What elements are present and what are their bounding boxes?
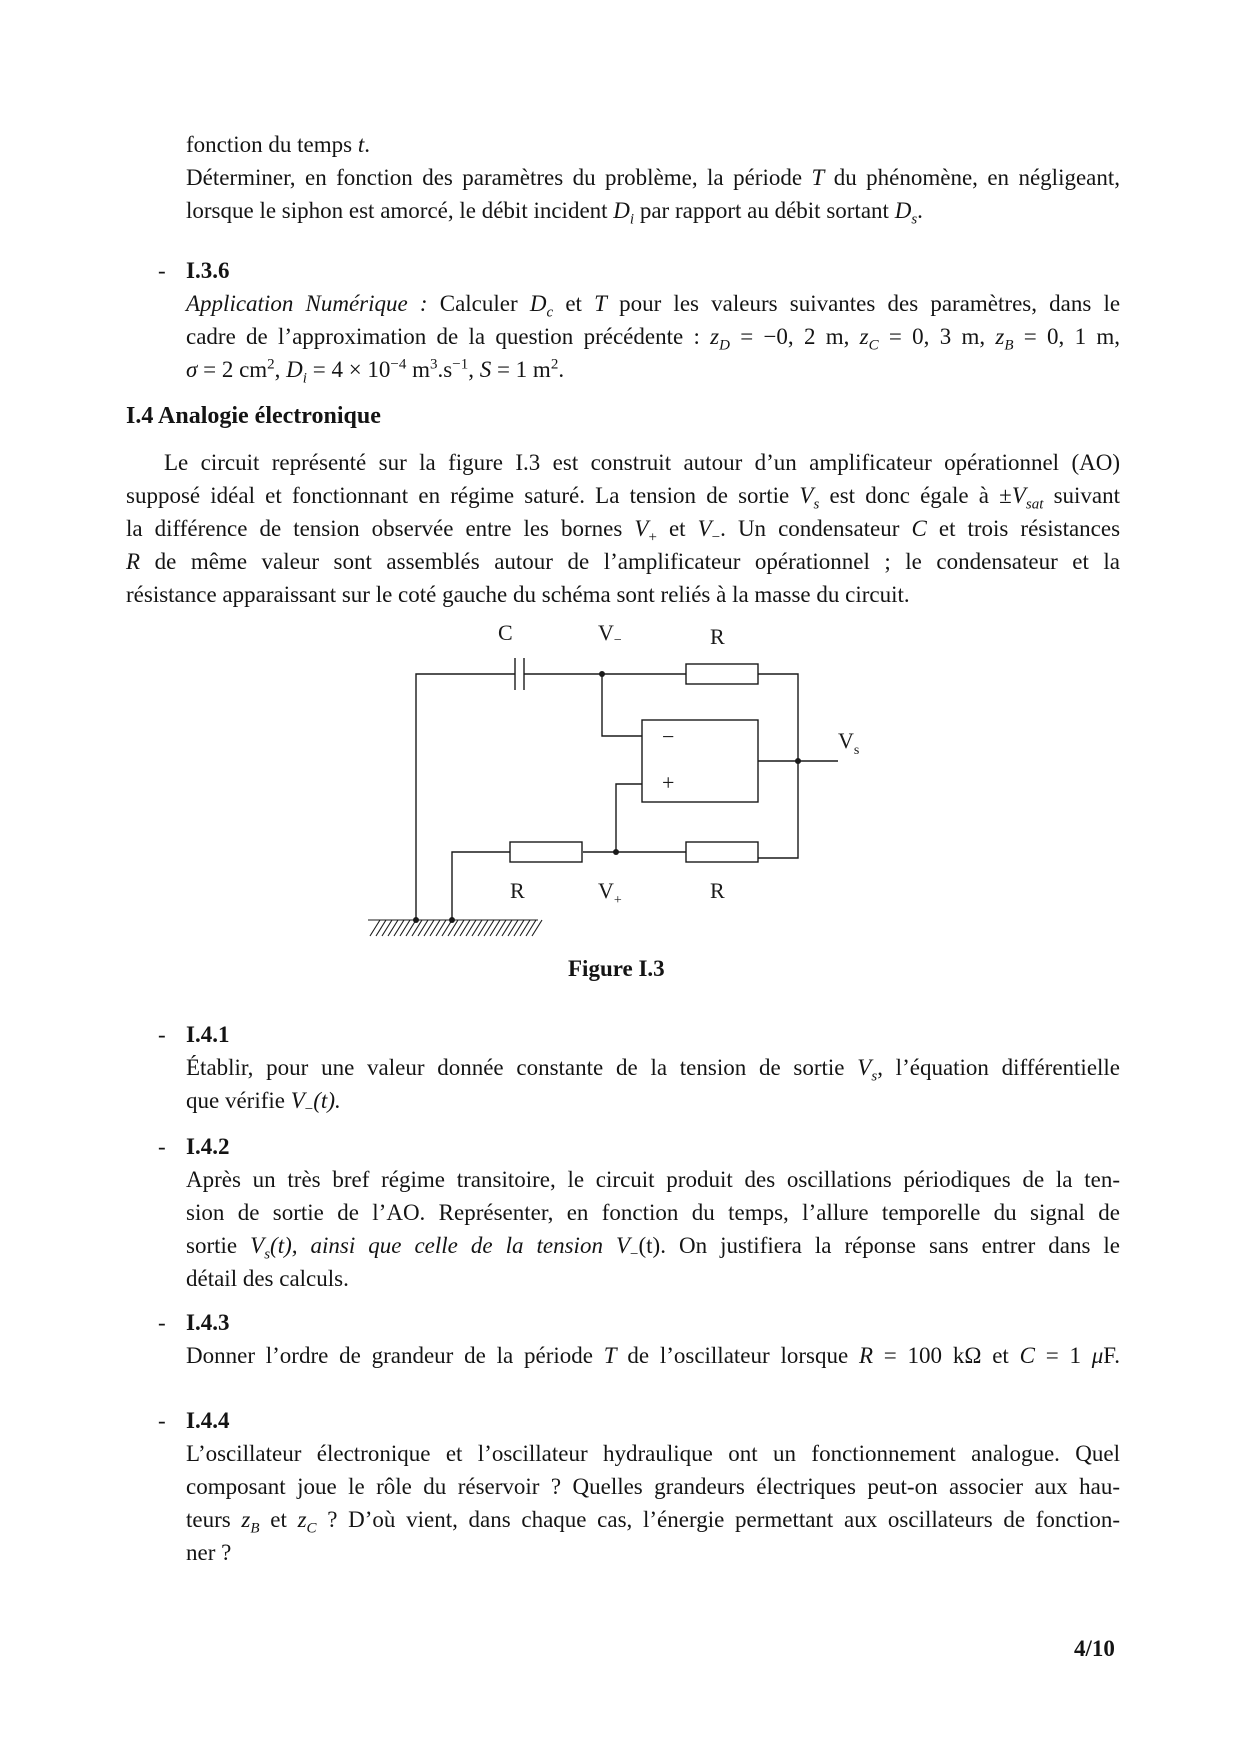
q142-line-3: sortie $V_s(t)$, ainsi que celle de la tension $V_-(t)$. On justifiera la réponse sans entrer dans le bbox=[186, 1233, 1121, 1263]
para-line-5: résistance apparaissant sur le coté gauche du schéma sont reliés à la masse du circuit. bbox=[126, 582, 910, 607]
ground-hatch bbox=[478, 920, 488, 936]
ground-hatch bbox=[400, 920, 410, 936]
ground-hatch bbox=[460, 920, 470, 936]
question-1-4-4 bbox=[158, 1404, 1121, 1569]
section-paragraph bbox=[126, 446, 1120, 611]
label-r-top: R bbox=[710, 624, 725, 649]
q136-line-3: σ = 2 $cm^2$, $D_i = 4 \times 10^{-4}$ $m^3.s^{-1}$, S = 1 $m^2$. bbox=[186, 356, 565, 387]
figure-caption: Figure I.3 bbox=[568, 956, 665, 981]
ground-hatch bbox=[514, 920, 524, 936]
ground-hatch bbox=[490, 920, 500, 936]
opamp-box bbox=[642, 720, 758, 802]
ground-hatch bbox=[370, 920, 380, 936]
ground-hatch bbox=[424, 920, 434, 936]
question-dash: - bbox=[158, 1310, 166, 1335]
q144-line-4: ner ? bbox=[186, 1540, 232, 1565]
ground-hatch bbox=[520, 920, 530, 936]
ground-hatch bbox=[526, 920, 536, 936]
resistor-bottom-right bbox=[686, 842, 758, 862]
q141-line-1: Établir, pour une valeur donnée constante de la tension de sortie $V_s$, l’équation différentielle bbox=[186, 1055, 1121, 1085]
wire-vminus-to-opamp bbox=[602, 674, 642, 736]
resistor-top bbox=[686, 664, 758, 684]
label-r-bottom-left: R bbox=[510, 878, 525, 903]
q144-line-1: L’oscillateur électronique et l’oscillateur hydraulique ont un fonctionnement analogue. Quel bbox=[186, 1441, 1120, 1466]
ground-hatch bbox=[406, 920, 416, 936]
ground-hatch bbox=[472, 920, 482, 936]
question-label: I.4.2 bbox=[186, 1134, 230, 1159]
q142-line-1: Après un très bref régime transitoire, le circuit produit des oscillations périodiques de la ten- bbox=[186, 1167, 1120, 1192]
ground-hatch bbox=[496, 920, 506, 936]
label-r-bottom-right: R bbox=[710, 878, 725, 903]
label-capacitor-c: C bbox=[498, 620, 513, 645]
ground-hatch bbox=[508, 920, 518, 936]
ground-hatch bbox=[466, 920, 476, 936]
q143-line-1: Donner l’ordre de grandeur de la période T de l’oscillateur lorsque R = 100 kΩ et C = 1 μF. bbox=[186, 1343, 1120, 1368]
wire-r-top-to-right bbox=[758, 674, 798, 858]
q142-line-4: détail des calculs. bbox=[186, 1266, 349, 1291]
ground-hatch bbox=[388, 920, 398, 936]
ground-hatch bbox=[442, 920, 452, 936]
resistor-bottom-left bbox=[510, 842, 582, 862]
label-v-minus: V− bbox=[598, 620, 622, 648]
question-dash: - bbox=[158, 258, 166, 283]
ground-hatch bbox=[484, 920, 494, 936]
intro-line-1: fonction du temps t. bbox=[186, 132, 370, 157]
junction-output bbox=[795, 758, 801, 764]
opamp-plus-sign: + bbox=[662, 770, 675, 795]
wire-vplus-to-opamp bbox=[616, 784, 642, 852]
junction-vminus bbox=[599, 671, 605, 677]
circuit-diagram bbox=[360, 618, 880, 948]
ground-hatch bbox=[454, 920, 464, 936]
label-vs: $V_s$ bbox=[838, 728, 860, 758]
question-label: I.4.4 bbox=[186, 1408, 230, 1433]
wire-left-vertical bbox=[416, 674, 515, 920]
question-dash: - bbox=[158, 1134, 166, 1159]
q141-line-2: que vérifie $V_-(t)$. bbox=[186, 1088, 341, 1118]
question-label: I.4.3 bbox=[186, 1310, 230, 1335]
para-line-1: Le circuit représenté sur la figure I.3 est construit autour d’un amplificateur opérationnel (AO) bbox=[164, 450, 1120, 475]
ground-symbol bbox=[368, 920, 542, 936]
opamp-minus-sign: − bbox=[662, 724, 675, 749]
intro-paragraph bbox=[186, 128, 1120, 227]
ground-hatch bbox=[382, 920, 392, 936]
question-dash: - bbox=[158, 1022, 166, 1047]
ground-hatch bbox=[436, 920, 446, 936]
question-1-3-6 bbox=[158, 254, 1121, 387]
question-dash: - bbox=[158, 1408, 166, 1433]
para-line-3: la différence de tension observée entre les bornes $V_+$ et $V_-$. Un condensateur C et trois résistances bbox=[126, 516, 1121, 546]
intro-line-2: Déterminer, en fonction des paramètres du problème, la période T du phénomène, en négligeant, bbox=[186, 165, 1121, 190]
para-line-2: supposé idéal et fonctionnant en régime saturé. La tension de sortie $V_s$ est donc égale à $\pm V_{sat}$ suivant bbox=[126, 483, 1121, 513]
q142-line-2: sion de sortie de l’AO. Représenter, en fonction du temps, l’allure temporelle du signal de bbox=[186, 1200, 1120, 1225]
wire-left-r-to-ground bbox=[452, 852, 510, 920]
question-1-4-3 bbox=[158, 1306, 1120, 1372]
section-heading bbox=[126, 400, 381, 433]
ground-hatch bbox=[376, 920, 386, 936]
ground-hatch bbox=[430, 920, 440, 936]
section-title: I.4 Analogie électronique bbox=[126, 403, 381, 429]
label-v-plus: $V_+$ bbox=[598, 878, 622, 908]
intro-line-3: lorsque le siphon est amorcé, le débit incident $D_i$ par rapport au débit sortant $D_s$. bbox=[186, 198, 923, 228]
ground-hatch bbox=[502, 920, 512, 936]
para-line-4: R de même valeur sont assemblés autour de l’amplificateur opérationnel ; le condensateur et la bbox=[126, 549, 1120, 574]
ground-hatch bbox=[532, 920, 542, 936]
q136-line-1: Application Numérique : Calculer $D_c$ et T pour les valeurs suivantes des paramètres, dans le bbox=[186, 291, 1121, 321]
ground-hatch bbox=[418, 920, 428, 936]
junction-vplus bbox=[613, 849, 619, 855]
q144-line-3: teurs $z_B$ et $z_C$ ? D’où vient, dans chaque cas, l’énergie permettant aux oscillateurs de fonction- bbox=[186, 1507, 1121, 1537]
page-number: 4/10 bbox=[1074, 1636, 1115, 1661]
q144-line-2: composant joue le rôle du réservoir ? Quelles grandeurs électriques peut-on associer aux hau- bbox=[186, 1474, 1120, 1499]
q136-line-2: cadre de l’approximation de la question précédente : $z_D = -0$, 2 m, $z_C = 0$, 3 m, $z_B = 0$, 1 m, bbox=[186, 324, 1121, 354]
question-1-4-1 bbox=[158, 1018, 1121, 1118]
question-label: I.4.1 bbox=[186, 1022, 230, 1047]
question-label: I.3.6 bbox=[186, 258, 230, 283]
question-1-4-2 bbox=[158, 1130, 1121, 1295]
ground-hatch bbox=[394, 920, 404, 936]
